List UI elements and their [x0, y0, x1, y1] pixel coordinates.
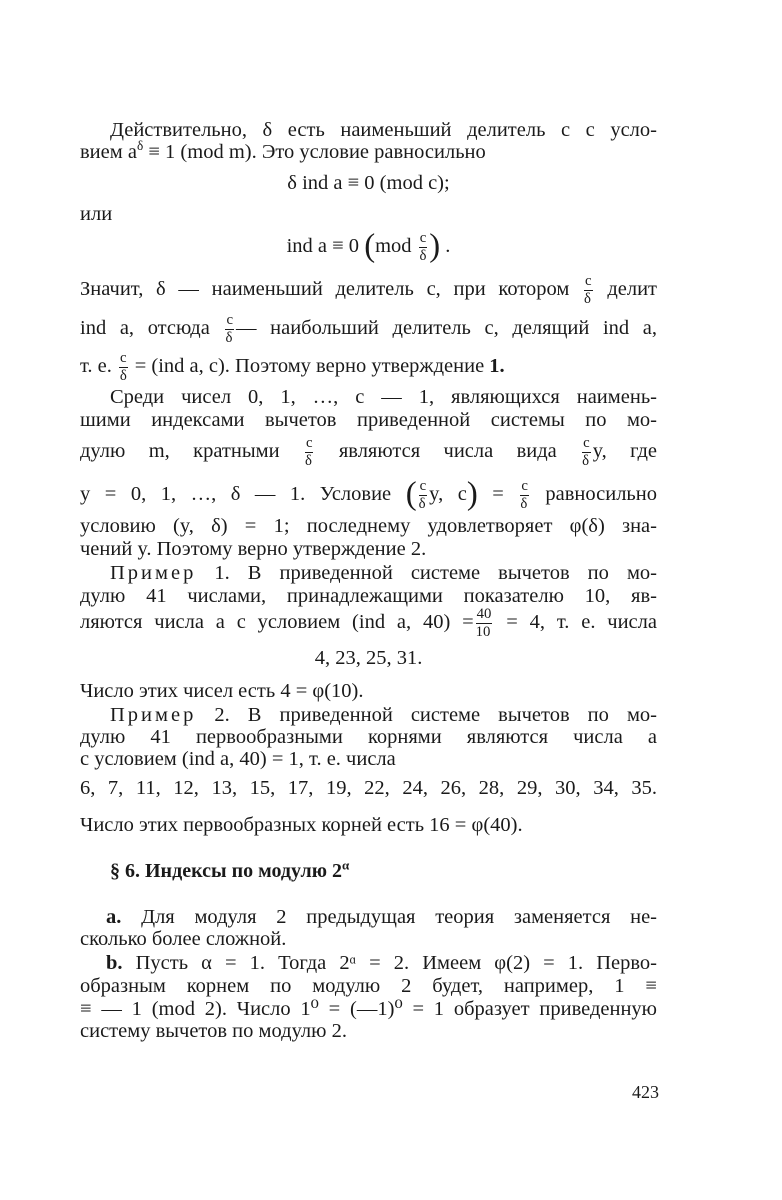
text-line [80, 272, 657, 307]
text-line [110, 703, 657, 727]
text-line [106, 905, 657, 929]
text-line [80, 1019, 657, 1043]
text-line [80, 537, 657, 561]
equation-text: mod [375, 235, 417, 257]
text-line [80, 349, 657, 384]
fraction-numerator: c [120, 350, 127, 367]
text-line [80, 140, 657, 164]
fraction-denominator: δ [119, 367, 127, 384]
text-line [80, 679, 657, 703]
example-label: Пример [110, 562, 197, 584]
fraction-numerator: c [419, 478, 427, 495]
fraction [225, 313, 234, 346]
superscript: α [342, 857, 350, 873]
number-list: 6, 7, 11, 12, 13, 15, 17, 19, 22, 24, 26, 28, 29, 30, 34, 35. [80, 777, 657, 799]
text-span: с условием (ind a, 40) = 1, т. е. числа [80, 748, 396, 770]
text-line [80, 202, 657, 226]
text-span: делит [607, 278, 658, 300]
text-span: Число этих первообразных корней есть 16 = φ(40). [80, 814, 523, 836]
fraction-denominator: δ [304, 452, 312, 469]
text-span: ≡ 1 (mod m). Это условие равносильно [143, 141, 486, 163]
text-span: сколько более сложной. [80, 928, 287, 950]
text-line [80, 813, 657, 837]
text-span: вием a [80, 141, 137, 163]
text-span: Действительно, δ есть наименьший делитель c с усло- [110, 119, 657, 141]
text-line [110, 561, 657, 585]
text-span: y, c [429, 483, 467, 505]
paren-open: ( [364, 228, 376, 264]
example-label: Пример [110, 704, 197, 726]
fraction [520, 479, 529, 512]
text-span: т. е. [80, 355, 112, 377]
fraction-numerator: c [585, 273, 592, 290]
heading-text: § 6. Индексы по модулю 2 [110, 860, 343, 882]
text-span: дулю 41 числами, принадлежащими показателю 10, яв- [80, 585, 657, 607]
text-span: — наибольший делитель c, делящий ind a, [235, 317, 657, 339]
bold-text: 1. [489, 355, 505, 377]
fraction-numerator: c [226, 312, 233, 329]
fraction-denominator: δ [582, 452, 590, 469]
equation-text: δ ind a ≡ 0 (mod c); [287, 172, 450, 194]
display-equation-1 [80, 171, 657, 195]
text-span: Для модуля 2 предыдущая теория заменяется не- [121, 906, 657, 928]
text-line [80, 747, 657, 771]
fraction-numerator: 40 [476, 606, 492, 623]
text-line [80, 584, 657, 608]
text-span: чений y. Поэтому верно утверждение 2. [80, 538, 427, 560]
fraction-denominator: δ [419, 247, 427, 264]
fraction [582, 436, 591, 469]
text-line [80, 408, 657, 432]
fraction-denominator: δ [418, 495, 426, 512]
example2-values [80, 776, 657, 800]
text-span: y = 0, 1, …, δ — 1. Условие [80, 483, 392, 505]
text-line [106, 951, 657, 975]
text-line [80, 997, 657, 1021]
text-span: являются числа вида [338, 440, 557, 462]
text-line [110, 118, 657, 142]
text-span: равносильно [545, 483, 658, 505]
text-line [80, 476, 657, 512]
fraction-numerator: c [583, 435, 590, 452]
text-span: образным корнем по модулю 2 будет, например, 1 ≡ [80, 975, 657, 997]
connector-word: или [80, 203, 113, 225]
item-label: b. [106, 952, 123, 974]
text-span: шими индексами вычетов приведенной системы по мо- [80, 409, 657, 431]
text-span: ≡ — 1 (mod 2). Число 1⁰ = (—1)⁰ = 1 образует приведенную [80, 998, 657, 1020]
display-equation-2 [80, 228, 657, 264]
item-label: a. [106, 906, 122, 928]
text-line [80, 606, 657, 640]
equation-text: ind a ≡ 0 [286, 235, 365, 257]
page-number: 423 [632, 1082, 659, 1102]
fraction-numerator: c [305, 435, 313, 452]
fraction-denominator: δ [584, 290, 591, 307]
text-span: дулю 41 первообразными корнями являются числа a [80, 726, 657, 748]
fraction [476, 607, 493, 640]
number-list: 4, 23, 25, 31. [314, 647, 423, 669]
text-line [80, 725, 657, 749]
text-span: = [477, 483, 519, 505]
text-span: 1. В приведенной системе вычетов по мо- [196, 562, 657, 584]
equation-text: . [445, 235, 451, 257]
text-line [110, 385, 657, 409]
fraction-numerator: c [419, 230, 427, 247]
fraction-denominator: 10 [475, 623, 491, 640]
text-span: Значит, δ — наименьший делитель c, при котором [80, 278, 570, 300]
text-line [80, 434, 657, 469]
paren-close: ) [429, 228, 441, 264]
text-span: = 4, т. е. числа [494, 611, 657, 633]
text-line [80, 514, 657, 538]
fraction [119, 351, 128, 384]
superscript: δ [136, 138, 144, 154]
paren-close: ) [466, 476, 478, 512]
fraction [419, 479, 428, 512]
text-span: Пусть α = 1. Тогда 2ᵅ = 2. Имеем φ(2) = 1. Перво- [122, 952, 657, 974]
text-span: Среди чисел 0, 1, …, c — 1, являющихся наимень- [110, 386, 657, 408]
text-span: = (ind a, c). Поэтому верно утверждение [129, 355, 490, 377]
fraction [305, 436, 314, 469]
fraction [419, 231, 428, 264]
text-span: условию (y, δ) = 1; последнему удовлетворяет φ(δ) зна- [80, 515, 657, 537]
text-span: ind a, отсюда [80, 317, 210, 339]
text-span: y, где [592, 440, 658, 462]
fraction-numerator: c [521, 478, 528, 495]
text-span: дулю m, кратными [80, 440, 280, 462]
paren-open: ( [405, 476, 417, 512]
fraction [584, 274, 593, 307]
text-span: систему вычетов по модулю 2. [80, 1020, 347, 1042]
fraction-denominator: δ [520, 495, 528, 512]
text-line [80, 311, 657, 346]
example1-values [80, 646, 657, 670]
section-heading [110, 857, 350, 883]
text-line [80, 927, 657, 951]
text-span: ляются числа a с условием (ind a, 40) = [80, 611, 474, 633]
text-span: 2. В приведенной системе вычетов по мо- [196, 704, 657, 726]
fraction-denominator: δ [225, 329, 233, 346]
text-span: Число этих чисел есть 4 = φ(10). [80, 680, 364, 702]
text-line [80, 974, 657, 998]
